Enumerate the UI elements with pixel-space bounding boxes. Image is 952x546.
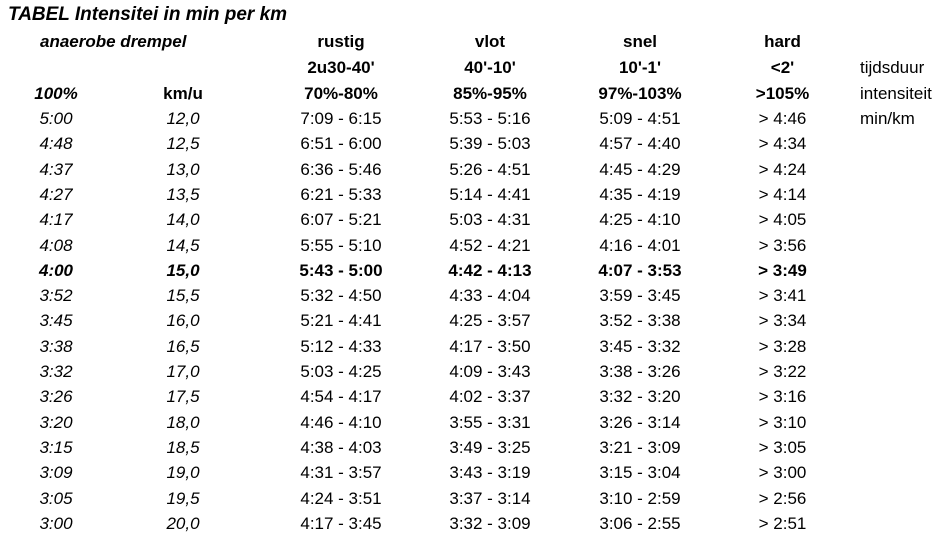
header-row-intensity [0,81,952,106]
vlot-cell: 4:09 - 3:43 [449,362,531,381]
table-row [0,384,952,409]
speed-cell: 13,5 [166,184,200,204]
rustig-cell: 6:07 - 5:21 [300,210,382,230]
snel-cell: 3:52 - 3:38 [599,311,681,331]
hard-cell: > 4:24 [758,159,807,179]
pace-cell: 4:08 [39,235,73,255]
snel-cell: 3:15 - 3:04 [599,463,681,483]
hard-cell: > 3:56 [758,235,807,255]
zone-name-snel: snel [622,32,658,51]
rustig-cell: 6:36 - 5:46 [300,159,382,179]
snel-cell: 5:09 - 4:51 [599,109,681,128]
rustig-cell: 4:17 - 3:45 [300,513,382,533]
hard-cell: > 3:28 [758,336,807,356]
vlot-cell: 4:42 - 4:13 [448,260,532,280]
hard-cell: > 2:51 [758,513,807,533]
snel-cell: 3:21 - 3:09 [599,437,681,457]
table-row [0,410,952,435]
hard-cell: > 3:00 [758,463,807,483]
speed-label: km/u [163,84,203,103]
vlot-cell: 5:14 - 4:41 [449,184,531,204]
speed-cell: 13,0 [166,159,200,179]
table-row [0,334,952,359]
vlot-cell: 3:49 - 3:25 [449,437,531,457]
pace-cell: 4:37 [39,159,73,179]
snel-cell: 4:16 - 4:01 [599,235,681,255]
table-row [0,106,952,131]
pace-cell: 3:00 [39,513,73,533]
zone-intensity-rustig: 70%-80% [304,84,378,103]
snel-cell: 4:45 - 4:29 [599,159,681,179]
table-row [0,182,952,207]
rustig-cell: 5:21 - 4:41 [300,311,382,331]
speed-cell: 18,0 [166,412,200,432]
pace-cell: 4:27 [39,184,73,204]
table-row [0,308,952,333]
hard-cell: > 4:14 [758,184,807,204]
pace-cell: 3:15 [39,437,73,457]
table-row [0,131,952,156]
rustig-cell: 5:03 - 4:25 [300,362,382,381]
zone-name-rustig: rustig [317,32,365,51]
intensity-side-label: intensiteit [860,84,932,103]
vlot-cell: 5:26 - 4:51 [449,159,531,179]
speed-cell: 14,5 [166,235,200,255]
pace-cell: 3:32 [39,362,73,381]
rustig-cell: 4:46 - 4:10 [300,412,382,432]
snel-cell: 4:25 - 4:10 [599,210,681,230]
header-row-zones [0,29,952,54]
speed-cell: 19,5 [166,488,200,508]
speed-cell: 15,0 [166,260,200,280]
snel-cell: 4:35 - 4:19 [599,184,681,204]
hard-cell: > 4:34 [758,134,807,154]
table-row [0,157,952,182]
zone-name-hard: hard [764,32,801,51]
hard-cell: > 3:16 [758,387,807,407]
table-row [0,207,952,232]
table-row [0,511,952,536]
speed-cell: 17,0 [166,362,200,381]
snel-cell: 3:26 - 3:14 [599,412,681,432]
zone-duration-snel: 10'-1' [618,58,662,77]
rustig-cell: 7:09 - 6:15 [300,109,382,128]
rustig-cell: 4:38 - 4:03 [300,437,382,457]
rustig-cell: 4:24 - 3:51 [300,488,382,508]
unit-side-label: min/km [860,109,915,128]
duration-side-label: tijdsduur [860,58,925,77]
table-row [0,460,952,485]
page-title: TABEL Intensitei in min per km [8,4,288,25]
rustig-cell: 5:55 - 5:10 [300,235,382,255]
speed-cell: 16,0 [166,311,200,331]
speed-cell: 12,0 [166,109,200,128]
rustig-cell: 6:21 - 5:33 [300,184,382,204]
vlot-cell: 4:25 - 3:57 [449,311,531,331]
table-row [0,283,952,308]
vlot-cell: 3:32 - 3:09 [449,513,531,533]
hard-cell: > 3:34 [758,311,807,331]
pace-cell: 4:00 [38,260,74,280]
pct-label: 100% [34,84,78,103]
vlot-cell: 3:43 - 3:19 [449,463,531,483]
hard-cell: > 3:05 [758,437,807,457]
zone-intensity-vlot: 85%-95% [453,84,527,103]
zone-intensity-hard: >105% [755,84,810,103]
vlot-cell: 4:02 - 3:37 [449,387,531,407]
speed-cell: 20,0 [166,513,200,533]
pace-cell: 3:38 [39,336,73,356]
speed-cell: 12,5 [166,134,200,154]
pace-cell: 4:48 [39,134,73,154]
hard-cell: > 4:05 [758,210,807,230]
table-row [0,233,952,258]
speed-cell: 18,5 [166,437,200,457]
speed-cell: 17,5 [166,387,200,407]
zone-name-vlot: vlot [474,32,506,51]
speed-cell: 14,0 [166,210,200,230]
vlot-cell: 5:39 - 5:03 [449,134,531,154]
rustig-cell: 6:51 - 6:00 [300,134,382,154]
snel-cell: 3:38 - 3:26 [599,362,681,381]
zone-duration-vlot: 40'-10' [464,58,516,77]
speed-cell: 19,0 [166,463,200,483]
header-row-duration [0,55,952,80]
snel-cell: 3:45 - 3:32 [599,336,681,356]
pace-cell: 3:09 [39,463,73,483]
pace-cell: 5:00 [39,109,73,128]
vlot-cell: 4:52 - 4:21 [449,235,531,255]
pace-cell: 3:20 [39,412,73,432]
snel-cell: 3:06 - 2:55 [599,513,681,533]
zone-duration-hard: <2' [770,58,795,77]
pace-cell: 4:17 [39,210,73,230]
speed-cell: 15,5 [166,286,200,306]
pace-cell: 3:26 [39,387,73,407]
pace-cell: 3:52 [39,286,73,306]
vlot-cell: 4:33 - 4:04 [449,286,531,306]
speed-cell: 16,5 [166,336,200,356]
hard-cell: > 3:41 [758,286,807,306]
vlot-cell: 5:03 - 4:31 [449,210,531,230]
pace-cell: 3:45 [39,311,73,331]
snel-cell: 4:07 - 3:53 [598,260,682,280]
rustig-cell: 4:54 - 4:17 [300,387,382,407]
threshold-label: anaerobe drempel [40,32,187,51]
rustig-cell: 5:32 - 4:50 [300,286,382,306]
rustig-cell: 4:31 - 3:57 [300,463,382,483]
rustig-cell: 5:12 - 4:33 [300,336,382,356]
pace-cell: 3:05 [39,488,73,508]
zone-intensity-snel: 97%-103% [598,84,682,103]
snel-cell: 3:32 - 3:20 [599,387,681,407]
hard-cell: > 4:46 [758,109,807,128]
table-row [0,258,952,283]
vlot-cell: 3:55 - 3:31 [449,412,531,432]
vlot-cell: 5:53 - 5:16 [449,109,531,128]
hard-cell: > 3:22 [758,362,807,381]
zone-duration-rustig: 2u30-40' [307,58,375,77]
table-row [0,435,952,460]
snel-cell: 4:57 - 4:40 [599,134,681,154]
hard-cell: > 3:10 [758,412,807,432]
hard-cell: > 3:49 [758,260,807,280]
vlot-cell: 3:37 - 3:14 [449,488,531,508]
vlot-cell: 4:17 - 3:50 [449,336,531,356]
snel-cell: 3:10 - 2:59 [599,488,681,508]
hard-cell: > 2:56 [758,488,807,508]
table-row [0,486,952,511]
table-row [0,359,952,384]
snel-cell: 3:59 - 3:45 [599,286,681,306]
rustig-cell: 5:43 - 5:00 [299,260,383,280]
